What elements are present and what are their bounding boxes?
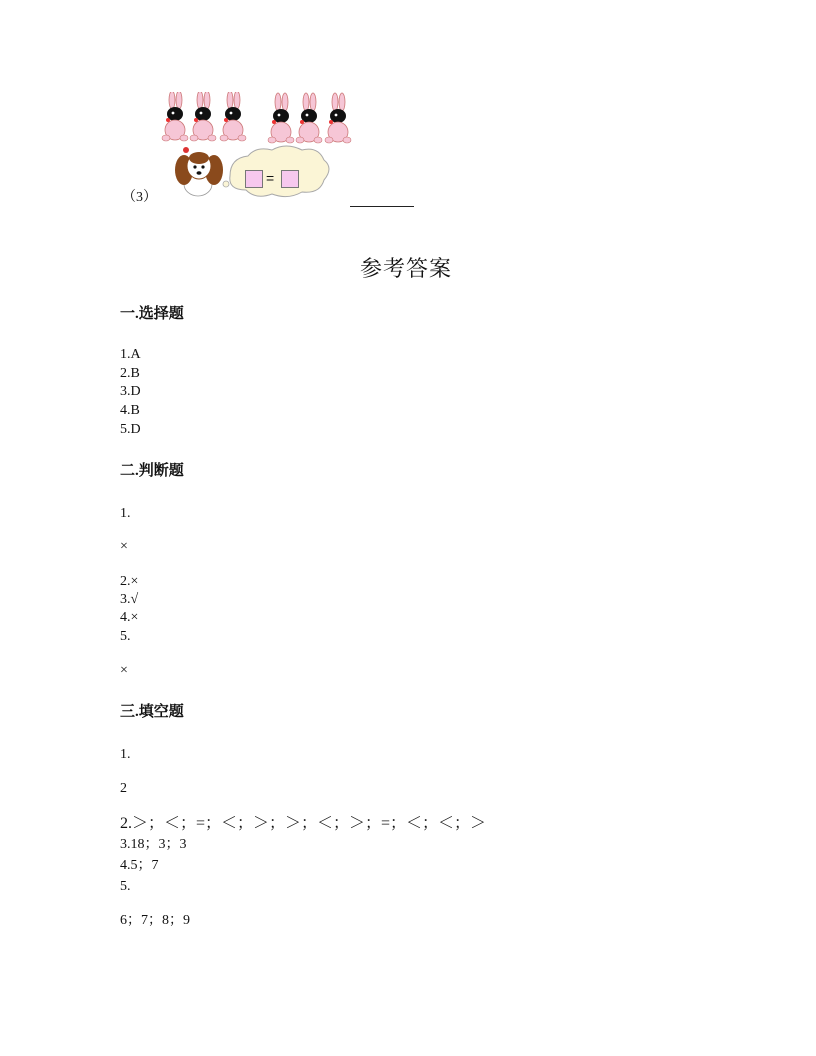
judge-answer-3: 3.√ bbox=[120, 592, 139, 607]
fill-answer-1-value: 2 bbox=[120, 781, 127, 796]
fill-answer-3: 3.18；3；3 bbox=[120, 837, 187, 852]
fill-answer-5-value: 6；7；8；9 bbox=[120, 913, 190, 928]
answer-box-right[interactable] bbox=[281, 170, 299, 188]
section-heading-choice: 一.选择题 bbox=[120, 306, 184, 322]
fill-answer-2: 2.＞；＜；=；＜；＞；＞；＜；＞；=；＜；＜；＞ bbox=[120, 815, 487, 832]
answer-title: 参考答案 bbox=[360, 256, 453, 281]
choice-answer-5: 5.D bbox=[120, 422, 141, 437]
judge-answer-2: 2.× bbox=[120, 574, 139, 589]
choice-answer-2: 2.B bbox=[120, 366, 140, 381]
dog-icon bbox=[175, 147, 223, 196]
bubble-equals-sign: = bbox=[266, 170, 275, 186]
answer-box-left[interactable] bbox=[245, 170, 263, 188]
judge-answer-1-value: × bbox=[120, 539, 128, 554]
question-label: （3） bbox=[122, 190, 157, 205]
question-illustration bbox=[150, 92, 370, 207]
fill-answer-4: 4.5；7 bbox=[120, 858, 159, 873]
choice-answer-4: 4.B bbox=[120, 403, 140, 418]
thought-bubble-icon bbox=[223, 146, 329, 197]
judge-answer-5-label: 5. bbox=[120, 629, 131, 644]
rabbit-icon bbox=[190, 92, 216, 141]
section-heading-judge: 二.判断题 bbox=[120, 463, 184, 479]
rabbit-icon bbox=[296, 93, 322, 143]
judge-answer-1-label: 1. bbox=[120, 506, 131, 521]
rabbit-icon bbox=[162, 92, 188, 141]
rabbit-icon bbox=[268, 93, 294, 143]
rabbit-icon bbox=[325, 93, 351, 143]
section-heading-fill: 三.填空题 bbox=[120, 704, 184, 720]
choice-answer-1: 1.A bbox=[120, 347, 141, 362]
rabbit-group-right bbox=[268, 93, 351, 143]
fill-answer-1-label: 1. bbox=[120, 747, 131, 762]
fill-answer-5-label: 5. bbox=[120, 879, 131, 894]
rabbit-group-left bbox=[162, 92, 246, 141]
judge-answer-4: 4.× bbox=[120, 610, 139, 625]
answer-blank[interactable] bbox=[350, 206, 414, 207]
rabbit-icon bbox=[220, 92, 246, 141]
choice-answer-3: 3.D bbox=[120, 384, 141, 399]
judge-answer-5-value: × bbox=[120, 663, 128, 678]
rabbits-and-dog-svg bbox=[150, 92, 370, 207]
